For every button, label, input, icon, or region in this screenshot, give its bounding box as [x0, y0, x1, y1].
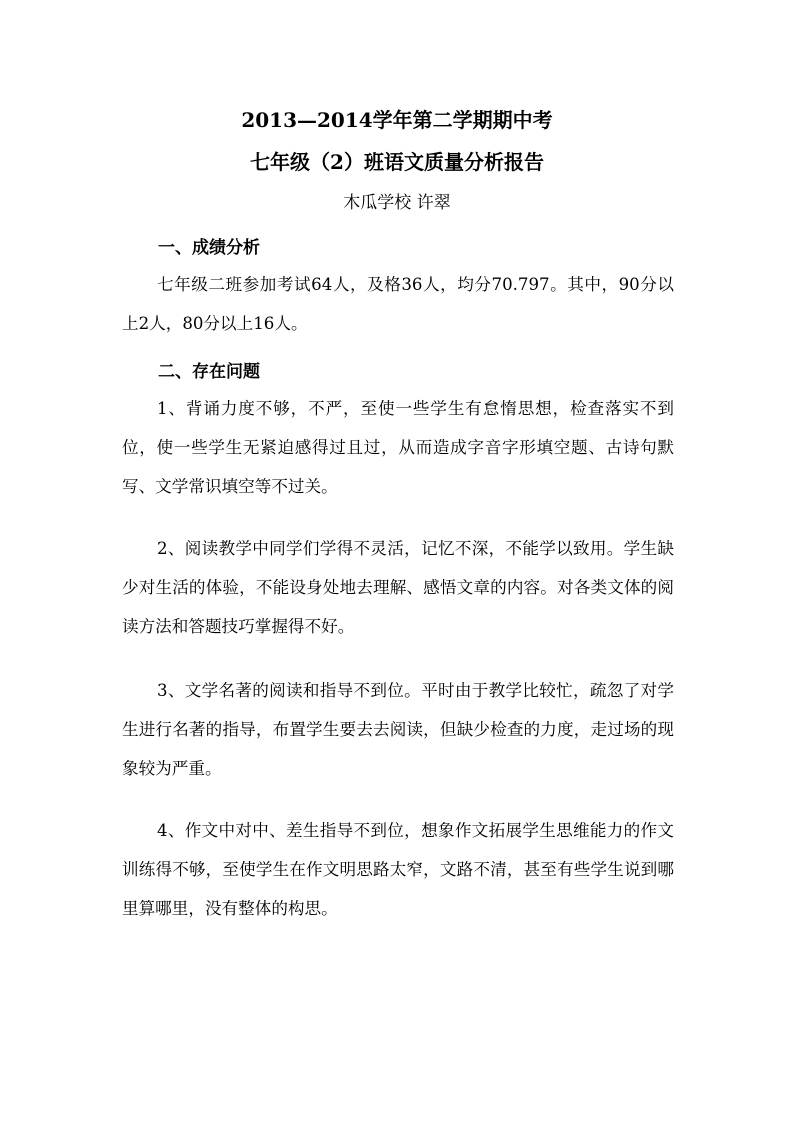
section-heading-existing-problems: 二、存在问题 [158, 362, 260, 382]
problem-item-2: 2、阅读教学中同学们学得不灵活，记忆不深，不能学以致用。学生缺少对生活的体验，不能设身处地去理解、感悟文章的内容。对各类文体的阅读方法和答题技巧掌握得不好。 [122, 539, 674, 636]
document-title-line1: 2013—2014学年第二学期期中考 [241, 108, 553, 132]
score-analysis-paragraph: 七年级二班参加考试64人，及格36人，均分70.797。其中，90分以上2人，80分以上16人。 [122, 275, 674, 333]
problem-item-4: 4、作文中对中、差生指导不到位，想象作文拓展学生思维能力的作文训练得不够，至使学生在作文明思路太窄，文路不清，甚至有些学生说到哪里算哪里，没有整体的构思。 [122, 821, 674, 918]
problem-item-1: 1、背诵力度不够，不严，至使一些学生有怠惰思想，检查落实不到位，使一些学生无紧迫感得过且过，从而造成字音字形填空题、古诗句默写、文学常识填空等不过关。 [122, 399, 674, 496]
section-heading-score-analysis: 一、成绩分析 [158, 238, 260, 258]
document-author: 木瓜学校 许翠 [343, 193, 451, 213]
problem-item-3: 3、文学名著的阅读和指导不到位。平时由于教学比较忙，疏忽了对学生进行名著的指导，布置学生要去去阅读，但缺少检查的力度，走过场的现象较为严重。 [122, 681, 674, 778]
document-title-line2: 七年级（2）班语文质量分析报告 [250, 150, 544, 174]
